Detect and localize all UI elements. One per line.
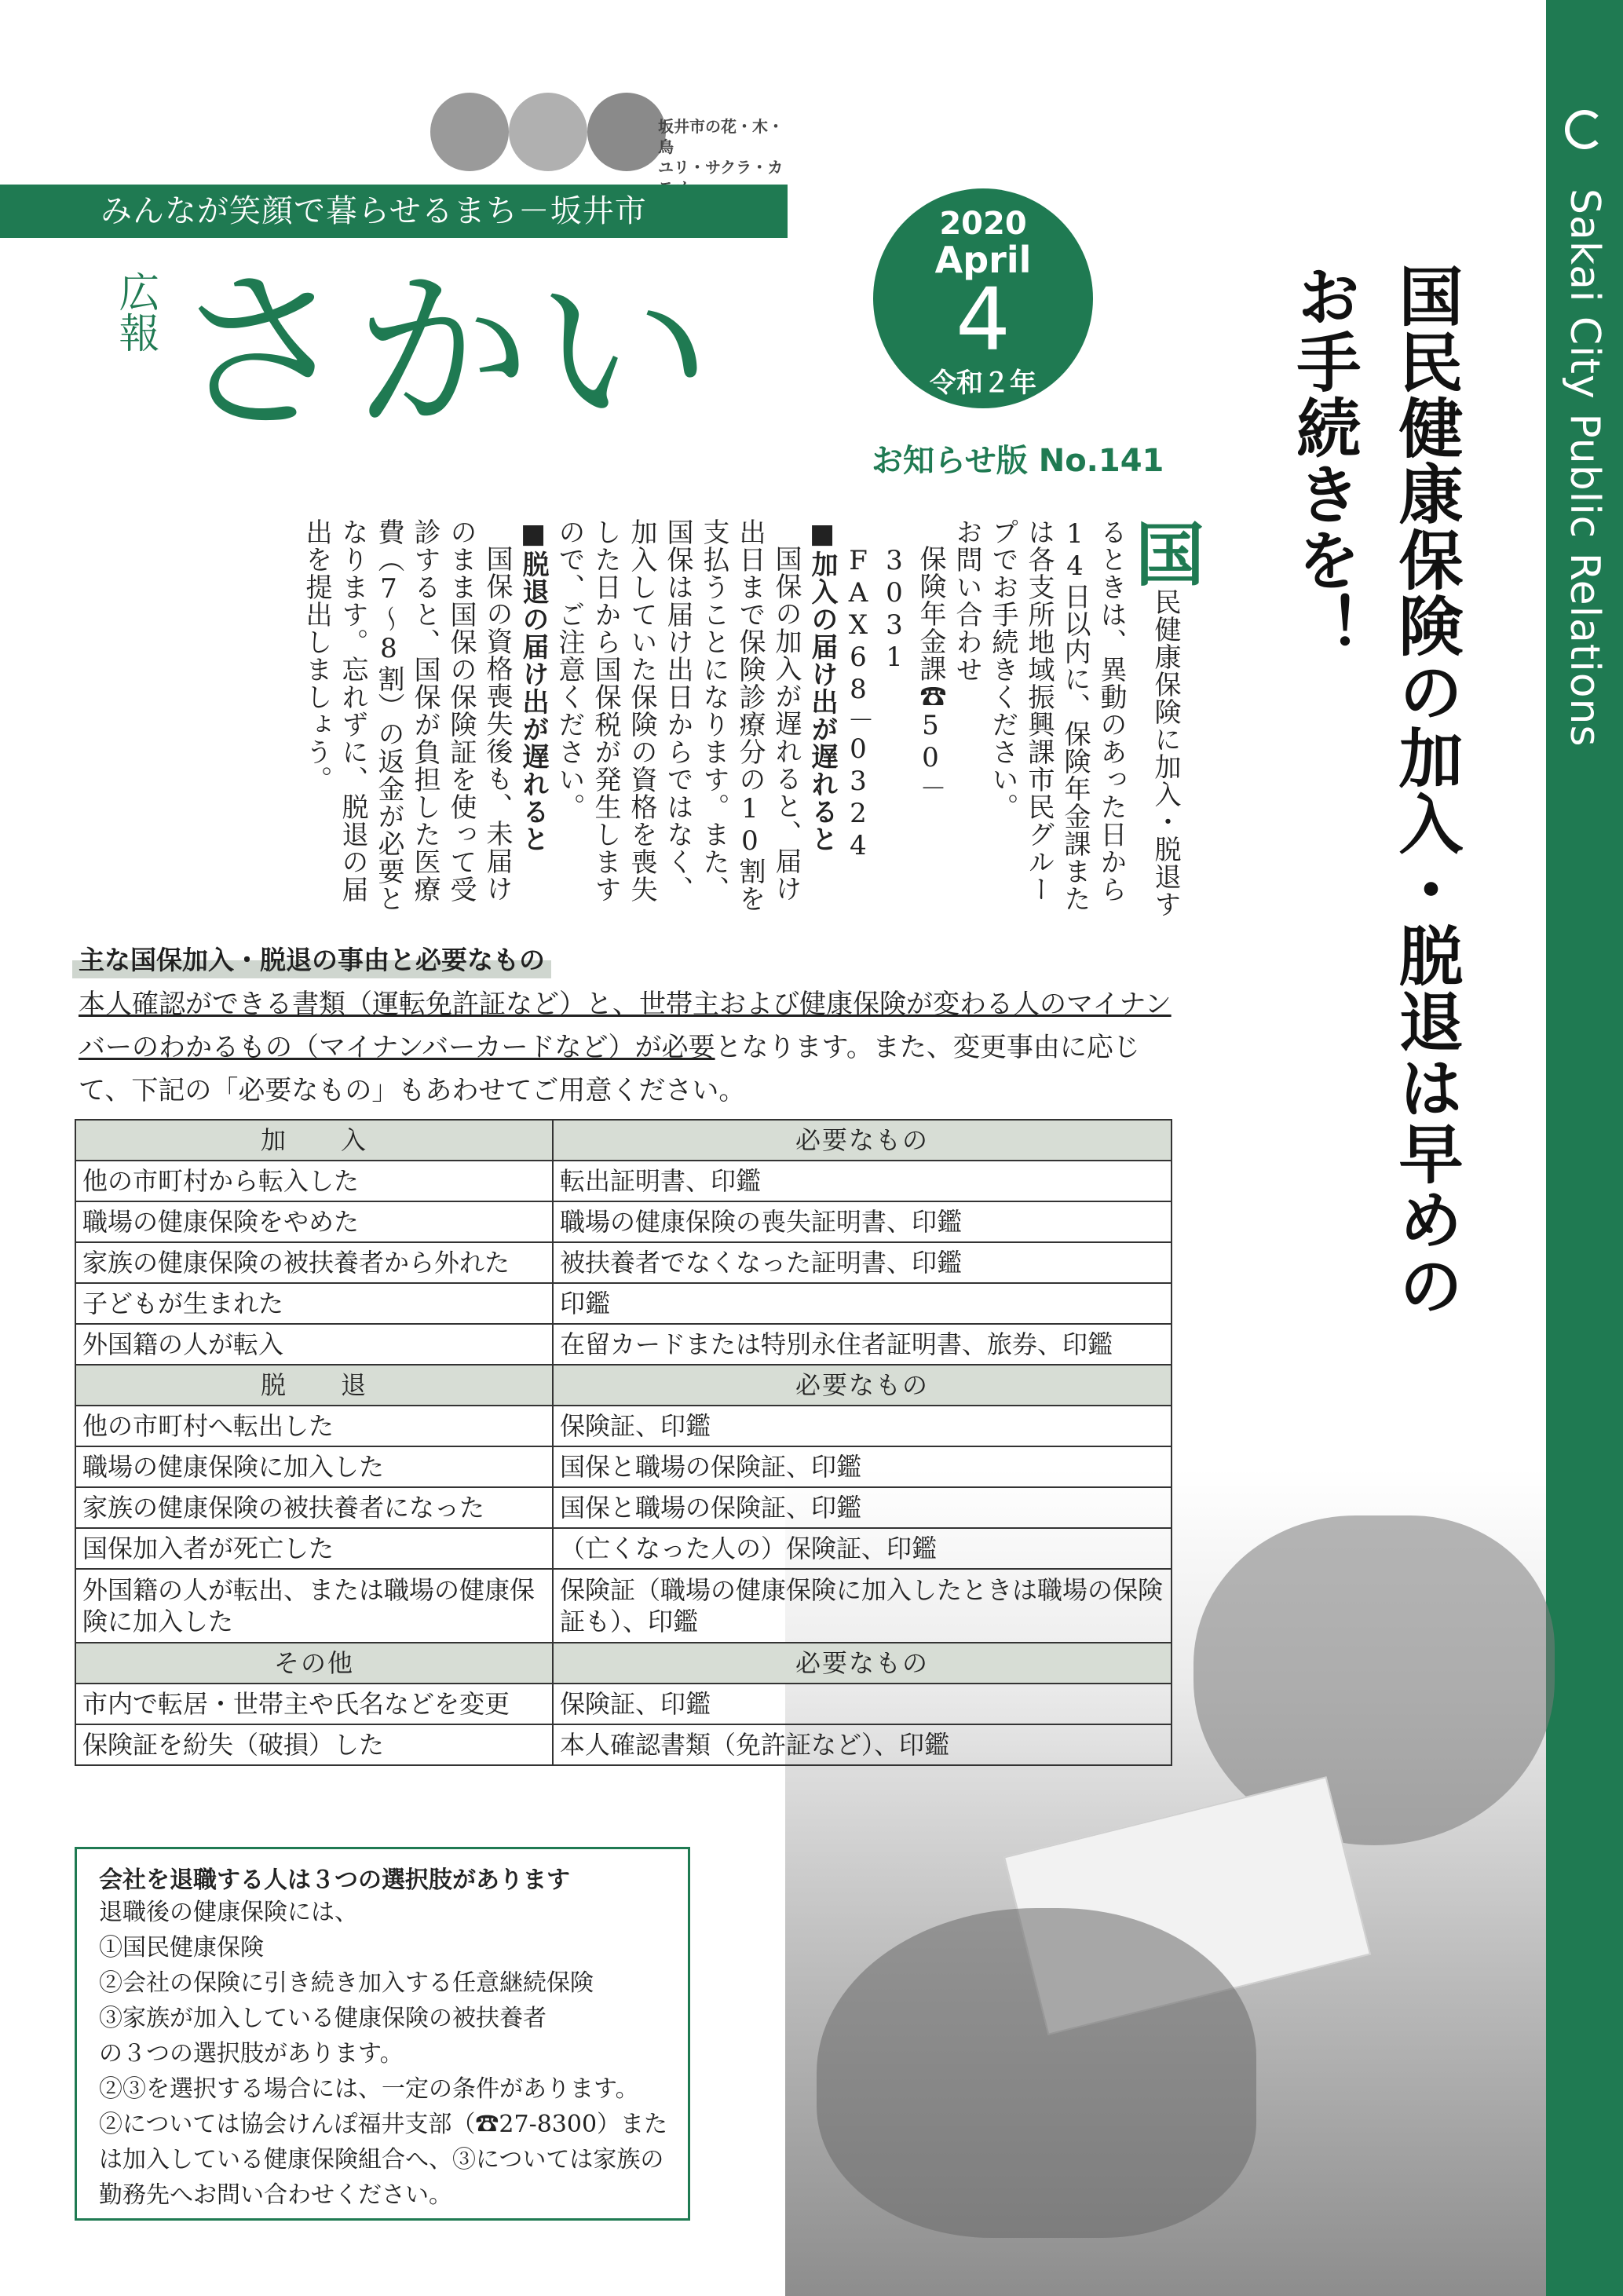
box-line: ③家族が加入している健康保険の被扶養者 (99, 2005, 546, 2032)
need-cell: 転出証明書、印鑑 (553, 1161, 1172, 1201)
seagull-icon (587, 93, 666, 171)
band-title: Sakai City Public Relations (1561, 188, 1608, 748)
masthead-title: さかい (173, 250, 717, 456)
table-header-cell: その他 (75, 1643, 553, 1684)
box-line: ①国民健康保険 (99, 1934, 264, 1961)
table-row (75, 1242, 1172, 1283)
box-line: の３つの選択肢があります。 (99, 2040, 404, 2067)
issue-month: April (934, 239, 1032, 281)
reason-cell: 子どもが生まれた (75, 1283, 553, 1324)
procedures-table (75, 1119, 1172, 1766)
table-header-cell: 必要なもの (553, 1365, 1172, 1406)
table-row (75, 1446, 1172, 1487)
table-row (75, 1161, 1172, 1201)
box-line: 退職後の健康保険には、 (99, 1899, 358, 1926)
dropcap: 国 (1124, 518, 1206, 588)
need-cell: （亡くなった人の）保険証、印鑑 (553, 1528, 1172, 1569)
box-line: ②については協会けんぽ福井支部（☎27-8300）または加入している健康保険組合へ、③については家族の勤務先へお問い合わせください。 (99, 2111, 668, 2209)
city-logo-icon (1565, 110, 1604, 149)
emblem-caption-line: ユリ・サクラ・カ (658, 158, 784, 177)
edition-label: お知らせ版 No.141 (872, 443, 1164, 479)
reason-cell: 他の市町村へ転出した (75, 1406, 553, 1446)
leave-heading: ■脱退の届け出が遅れると (517, 518, 549, 853)
intro-rest: となります。また、変更事由に応じて、下記の「必要なもの」もあわせてご用意ください。 (79, 1032, 1140, 1106)
reason-cell: 職場の健康保険に加入した (75, 1446, 553, 1487)
intro-underlined: 本人確認ができる書類（運転免許証など）と、世帯主および健康保険が変わる人のマイナンバーのわかるもの（マイナンバーカードなど）が必要 (79, 989, 1172, 1063)
table-row (75, 1283, 1172, 1324)
table-header-cell: 脱 退 (75, 1365, 553, 1406)
table-row (75, 1487, 1172, 1528)
table-header-cell: 必要なもの (553, 1643, 1172, 1684)
section-heading: 主な国保加入・脱退の事由と必要なもの (72, 938, 551, 978)
table-row (75, 1201, 1172, 1242)
reason-cell: 家族の健康保険の被扶養者になった (75, 1487, 553, 1528)
need-cell: 在留カードまたは特別永住者証明書、旅券、印鑑 (553, 1324, 1172, 1365)
need-cell: 保険証（職場の健康保険に加入したときは職場の保険証も）、印鑑 (553, 1569, 1172, 1643)
hand-shape (817, 1908, 1256, 2238)
leave-text: 国保の資格喪失後も、未届けのまま国保の保険証を使って受診すると、国保が負担した医療費（7～8割）の返金が必要となります。忘れずに、脱退の届出を提出しましょう。 (301, 518, 513, 912)
table-header-cell: 加 入 (75, 1120, 553, 1161)
box-title: 会社を退職する人は３つの選択肢があります (99, 1866, 570, 1894)
issue-year: 2020 (939, 206, 1027, 242)
table-header-cell: 必要なもの (553, 1120, 1172, 1161)
join-text: 国保の加入が遅れると、届け出日まで保険診療分の10割を支払うことになります。また、国保は届け出日からではなく、加入していた保険の資格を喪失した日から国保税が発生しますので、ご注意ください。 (554, 518, 802, 912)
table-group-header (75, 1120, 1172, 1161)
issue-era: 令和２年 (930, 367, 1036, 399)
table-group-header (75, 1643, 1172, 1684)
sakura-icon (509, 93, 587, 171)
slogan: みんなが笑顔で暮らせるまち－坂井市 (101, 193, 647, 229)
table-row (75, 1324, 1172, 1365)
intro-text: 民健康保険に加入・脱退するときは、異動のあった日から14日以内に、保険年金課または各支所地域振興課市民グループでお手続きください。 (987, 518, 1181, 918)
box-line: ②会社の保険に引き続き加入する任意継続保険 (99, 1969, 594, 1997)
table-row (75, 1684, 1172, 1724)
issue-badge (873, 188, 1093, 408)
need-cell: 被扶養者でなくなった証明書、印鑑 (553, 1242, 1172, 1283)
table-row (75, 1406, 1172, 1446)
contact-fax: FAX68－0324 (843, 545, 874, 862)
reason-cell: 職場の健康保険をやめた (75, 1201, 553, 1242)
table-row (75, 1569, 1172, 1643)
need-cell: 国保と職場の保険証、印鑑 (553, 1446, 1172, 1487)
reason-cell: 市内で転居・世帯主や氏名などを変更 (75, 1684, 553, 1724)
need-cell: 国保と職場の保険証、印鑑 (553, 1487, 1172, 1528)
headline: 国民健康保険の加入・脱退は早めのお手続きを！ (1286, 263, 1463, 1318)
need-cell: 本人確認書類（免許証など）、印鑑 (553, 1724, 1172, 1765)
box-line: ②③を選択する場合には、一定の条件があります。 (99, 2075, 639, 2103)
reason-cell: 外国籍の人が転入 (75, 1324, 553, 1365)
city-emblems (430, 93, 791, 175)
contact-dept: 保険年金課☎50－3031 (879, 545, 946, 802)
reason-cell: 外国籍の人が転出、または職場の健康保険に加入した (75, 1569, 553, 1643)
lily-icon (430, 93, 509, 171)
need-cell: 職場の健康保険の喪失証明書、印鑑 (553, 1201, 1172, 1242)
need-cell: 印鑑 (553, 1283, 1172, 1324)
table-row (75, 1724, 1172, 1765)
reason-cell: 国保加入者が死亡した (75, 1528, 553, 1569)
koho-label: 広報 (111, 271, 159, 353)
issue-number: 4 (956, 269, 1011, 370)
table-row (75, 1528, 1172, 1569)
section-intro (79, 983, 1178, 1113)
box-body (99, 1895, 676, 2213)
article-intro (985, 518, 1206, 927)
side-band (1546, 0, 1623, 2296)
join-heading: ■加入の届け出が遅れると (806, 518, 838, 853)
reason-cell: 保険証を紛失（破損）した (75, 1724, 553, 1765)
emblem-caption-line: 坂井市の花・木・鳥 (658, 117, 784, 156)
contact-label: お問い合わせ (951, 518, 982, 683)
reason-cell: 家族の健康保険の被扶養者から外れた (75, 1242, 553, 1283)
need-cell: 保険証、印鑑 (553, 1684, 1172, 1724)
retirement-info-box (75, 1847, 690, 2221)
need-cell: 保険証、印鑑 (553, 1406, 1172, 1446)
reason-cell: 他の市町村から転入した (75, 1161, 553, 1201)
table-group-header (75, 1365, 1172, 1406)
slogan-bar (0, 185, 788, 238)
article-body (71, 518, 1206, 927)
